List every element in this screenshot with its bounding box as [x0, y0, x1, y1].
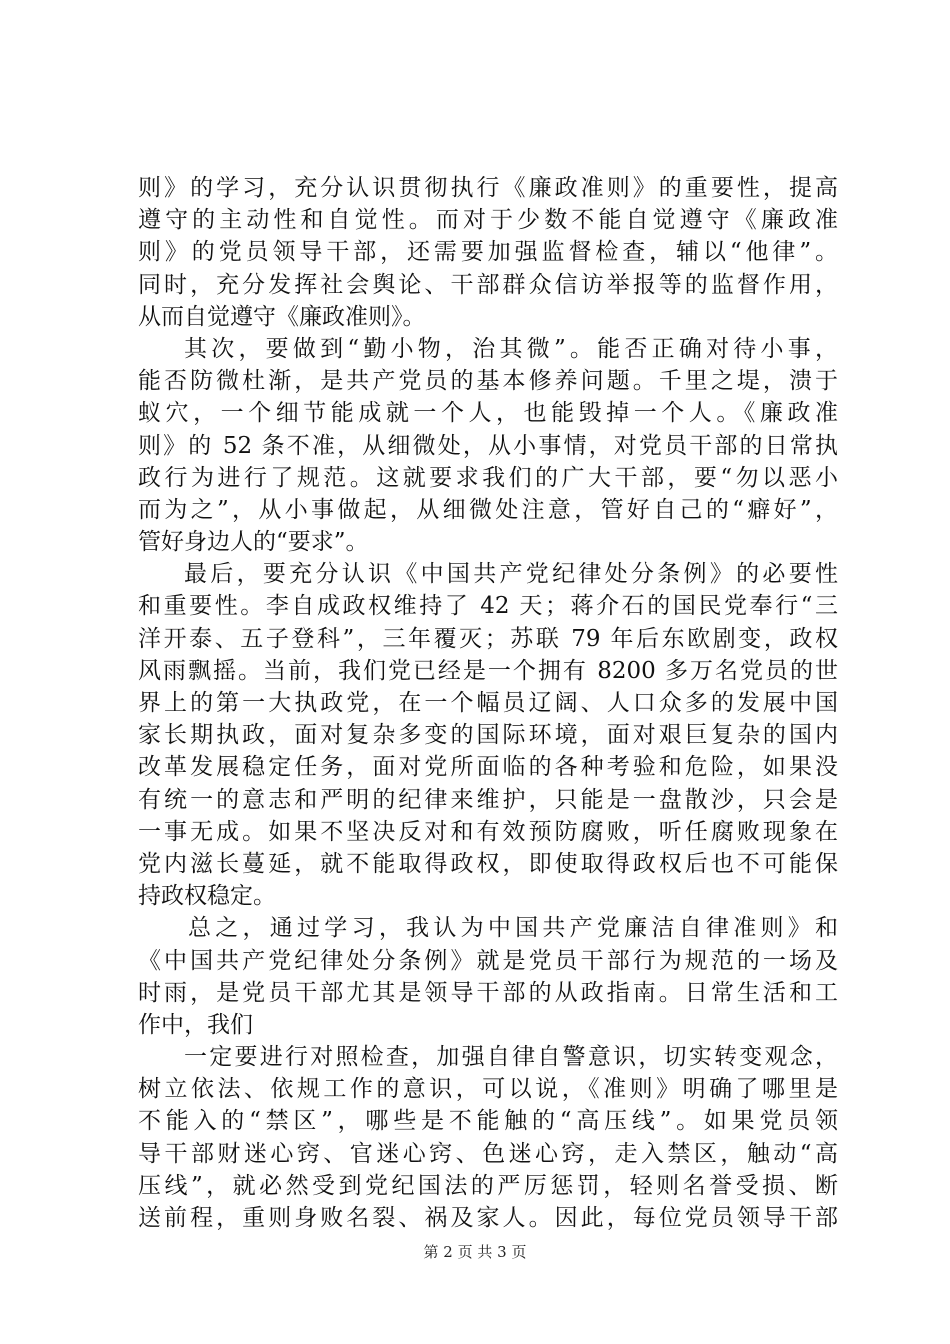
page-number-footer: 第 2 页 共 3 页 — [423, 1243, 527, 1261]
paragraph-line: 一事无成。如果不坚决反对和有效预防腐败，听任腐败现象在 — [138, 818, 838, 845]
paragraph-first-line: 其次，要做到“勤小物，治其微”。能否正确对待小事， — [184, 335, 838, 362]
paragraph-line: 时雨，是党员干部尤其是领导干部的从政指南。日常生活和工 — [138, 979, 838, 1006]
paragraph-line: 家长期执政，面对复杂多变的国际环境，面对艰巨复杂的国内 — [138, 722, 838, 749]
paragraph-line: 送前程，重则身败名裂、祸及家人。因此，每位党员领导干部 — [138, 1205, 838, 1231]
paragraph-line: 持政权稳定。 — [138, 883, 276, 910]
paragraph-line: 洋开泰、五子登科”，三年覆灭；苏联 79 年后东欧剧变，政权 — [138, 625, 838, 652]
paragraph-line: 有统一的意志和严明的纪律来维护，只能是一盘散沙，只会是 — [138, 786, 838, 813]
paragraph-first-line: 最后，要充分认识《中国共产党纪律处分条例》的必要性 — [184, 561, 838, 588]
paragraph-line: 能否防微杜渐，是共产党员的基本修养问题。千里之堤，溃于 — [138, 368, 838, 395]
paragraph-line: 作中，我们 — [138, 1011, 253, 1038]
paragraph-line: 《中国共产党纪律处分条例》就是党员干部行为规范的一场及 — [138, 947, 838, 974]
paragraph-line: 界上的第一大执政党，在一个幅员辽阔、人口众多的发展中国 — [138, 690, 838, 716]
paragraph-line: 遵守的主动性和自觉性。而对于少数不能自觉遵守《廉政准 — [138, 207, 838, 234]
paragraph-first-line: 总之，通过学习，我认为中国共产党廉洁自律准则》和 — [188, 915, 838, 942]
paragraph-line: 不能入的“禁区”，哪些是不能触的“高压线”。如果党员领 — [138, 1108, 838, 1135]
paragraph-line: 压线”，就必然受到党纪国法的严厉惩罚，轻则名誉受损、断 — [138, 1172, 838, 1199]
paragraph-line: 改革发展稳定任务，面对党所面临的各种考验和危险，如果没 — [138, 754, 838, 781]
paragraph-line: 则》的 52 条不准，从细微处，从小事情，对党员干部的日常执 — [138, 432, 838, 459]
paragraph-line: 从而自觉遵守《廉政准则》。 — [138, 303, 426, 330]
body-text — [138, 172, 838, 1234]
paragraph-line: 则》的党员领导干部，还需要加强监督检查，辅以“他律”。 — [138, 239, 838, 266]
paragraph-line: 和重要性。李自成政权维持了 42 天；蒋介石的国民党奉行“三 — [138, 593, 838, 620]
paragraph-line: 蚁穴，一个细节能成就一个人，也能毁掉一个人。《廉政准 — [138, 400, 838, 427]
paragraph-line: 政行为进行了规范。这就要求我们的广大干部，要“勿以恶小 — [138, 464, 838, 491]
paragraph-line: 导干部财迷心窍、官迷心窍、色迷心窍，走入禁区，触动“高 — [138, 1140, 838, 1167]
paragraph-line: 管好身边人的“要求”。 — [138, 529, 369, 556]
paragraph-line: 党内滋长蔓延，就不能取得政权，即使取得政权后也不可能保 — [138, 850, 838, 877]
paragraph-line: 则》的学习，充分认识贯彻执行《廉政准则》的重要性，提高 — [138, 175, 838, 201]
paragraph-line: 而为之”，从小事做起，从细微处注意，管好自己的“癖好”， — [138, 496, 838, 523]
paragraph-line: 同时，充分发挥社会舆论、干部群众信访举报等的监督作用， — [138, 271, 838, 298]
paragraph-first-line: 一定要进行对照检查，加强自律自警意识，切实转变观念， — [184, 1044, 838, 1071]
paragraph-line: 树立依法、依规工作的意识，可以说，《准则》明确了哪里是 — [138, 1076, 838, 1103]
paragraph-line: 风雨飘摇。当前，我们党已经是一个拥有 8200 多万名党员的世 — [138, 657, 838, 684]
